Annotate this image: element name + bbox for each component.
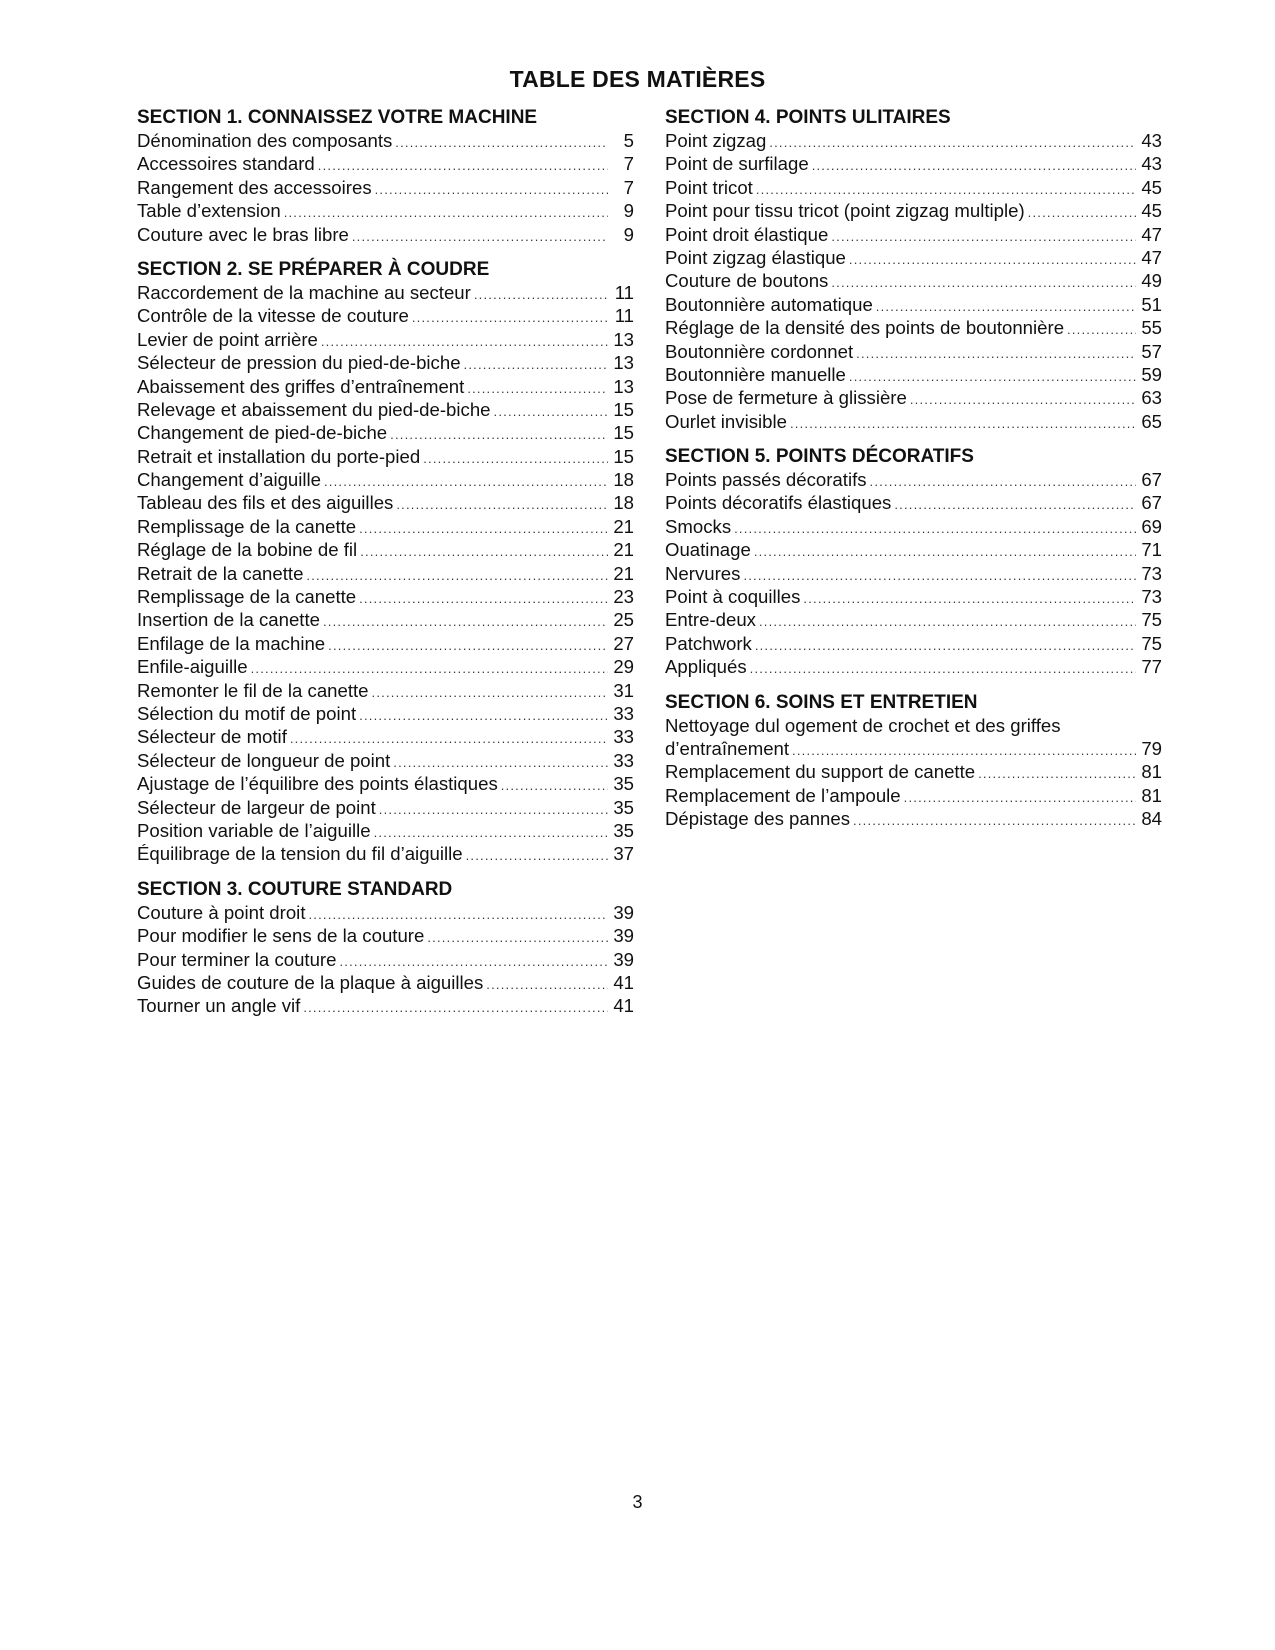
entry-page-number: 43: [1141, 153, 1162, 175]
entry-title: Point zigzag: [665, 130, 767, 151]
toc-entry: [137, 304, 634, 327]
entry-title: Ourlet invisible: [665, 410, 787, 432]
entry-title: Tourner un angle vif: [137, 995, 301, 1017]
toc-entry: [137, 702, 634, 725]
entry-title: Guides de couture de la plaque à aiguilles: [137, 971, 484, 993]
entry-title: Remplacement du support de canette: [665, 761, 976, 783]
entry-title: Point de surfilage: [665, 153, 809, 175]
entry-title: Point droit élastique: [665, 223, 829, 245]
entry-page-number: 49: [1141, 270, 1162, 292]
entry-page-number: 84: [1141, 808, 1162, 830]
toc-entry: [137, 515, 634, 538]
dot-leader: [870, 470, 1136, 493]
dot-leader: [743, 564, 1136, 587]
dot-leader: [359, 587, 608, 610]
dot-leader: [501, 774, 608, 797]
toc-section: [665, 106, 1162, 433]
entry-line-continued: [665, 737, 1162, 760]
toc-entry: [665, 199, 1162, 222]
toc-entry: [137, 421, 634, 444]
toc-entry: [137, 994, 634, 1017]
entry-title: Pour terminer la couture: [137, 948, 337, 970]
entry-title: Point zigzag élastique: [665, 246, 846, 268]
entry-title: Contrôle de la vitesse de couture: [137, 305, 409, 327]
dot-leader: [856, 342, 1136, 365]
entry-title: Relevage et abaissement du pied-de-biche: [137, 398, 491, 420]
toc-entry: [137, 796, 634, 819]
entry-title: Remplacement de l’ampoule: [665, 784, 901, 806]
entry-page-number: 13: [613, 375, 634, 397]
entry-title: Boutonnière automatique: [665, 293, 873, 315]
dot-leader: [486, 973, 608, 996]
entry-page-number: 57: [1141, 340, 1162, 362]
entry-page-number: 7: [623, 176, 634, 198]
entry-page-number: 33: [613, 749, 634, 771]
dot-leader: [474, 283, 608, 306]
toc-entry: [665, 293, 1162, 316]
page-title: TABLE DES MATIÈRES: [509, 66, 766, 92]
entry-page-number: 13: [613, 328, 634, 350]
dot-leader: [849, 248, 1136, 271]
toc-list: [137, 901, 634, 1018]
entry-page-number: 69: [1141, 515, 1162, 537]
dot-leader: [769, 131, 1136, 154]
entry-page-number: 47: [1141, 223, 1162, 245]
toc-entry: [665, 784, 1162, 807]
entry-title: Boutonnière manuelle: [665, 363, 846, 385]
entry-title: Point à coquilles: [665, 586, 801, 608]
section-heading: SECTION 4. POINTS ULITAIRES: [665, 107, 951, 128]
toc-entry: [665, 608, 1162, 631]
section-heading: SECTION 1. CONNAISSEZ VOTRE MACHINE: [137, 107, 538, 128]
toc-entry: [665, 129, 1162, 152]
entry-title: Nervures: [665, 562, 741, 584]
entry-title: Dénomination des composants: [137, 130, 393, 151]
dot-leader: [360, 540, 608, 563]
toc-entry: [137, 971, 634, 994]
dot-leader: [290, 727, 608, 750]
entry-page-number: 15: [613, 445, 634, 467]
toc-entry: [137, 948, 634, 971]
entry-title: Enfile-aiguille: [137, 656, 248, 678]
toc-entry: [665, 515, 1162, 538]
dot-leader: [379, 798, 608, 821]
toc-entry: [137, 445, 634, 468]
toc-entry: [665, 363, 1162, 386]
dot-leader: [1067, 318, 1136, 341]
entry-page-number: 75: [1141, 632, 1162, 654]
dot-leader: [894, 493, 1136, 516]
dot-leader: [1028, 201, 1136, 224]
entry-title: Appliqués: [665, 656, 747, 678]
entry-title: Patchwork: [665, 632, 752, 654]
entry-title: Couture à point droit: [137, 901, 306, 923]
entry-page-number: 39: [613, 925, 634, 947]
entry-page-number: 33: [613, 702, 634, 724]
toc-entry: [137, 468, 634, 491]
entry-title: Table d’extension: [137, 200, 281, 222]
toc-entry: [137, 749, 634, 772]
entry-title: Points décoratifs élastiques: [665, 492, 892, 514]
entry-title: Sélecteur de largeur de point: [137, 796, 376, 818]
entry-title: Sélecteur de motif: [137, 726, 287, 748]
toc-entry: [665, 246, 1162, 269]
entry-title: Levier de point arrière: [137, 328, 318, 350]
dot-leader: [831, 225, 1136, 248]
dot-leader: [390, 423, 608, 446]
entry-page-number: 81: [1141, 784, 1162, 806]
entry-title: Nettoyage dul ogement de crochet et des griffes: [665, 714, 1061, 736]
dot-leader: [308, 903, 608, 926]
dot-leader: [910, 388, 1136, 411]
toc-entry: [137, 901, 634, 924]
section-heading: SECTION 5. POINTS DÉCORATIFS: [665, 446, 974, 468]
entry-page-number: 41: [613, 995, 634, 1017]
toc-entry: [665, 316, 1162, 339]
dot-leader: [792, 739, 1136, 762]
dot-leader: [756, 178, 1136, 201]
entry-title: Pour modifier le sens de la couture: [137, 925, 425, 947]
toc-list: [665, 129, 1162, 433]
section-heading: SECTION 6. SOINS ET ENTRETIEN: [665, 691, 978, 713]
dot-leader: [352, 225, 608, 248]
entry-title: Remplissage de la canette: [137, 515, 357, 537]
dot-leader: [423, 447, 608, 470]
toc-entry: [137, 152, 634, 175]
toc-entry: [665, 538, 1162, 561]
entry-title: Ouatinage: [665, 539, 751, 561]
toc-entry: [665, 760, 1162, 783]
toc-entry: [137, 608, 634, 631]
dot-leader: [464, 353, 608, 376]
entry-page-number: 39: [613, 901, 634, 923]
entry-page-number: 37: [613, 843, 634, 865]
entry-page-number: 27: [613, 632, 634, 654]
entry-title: Tableau des fils et des aiguilles: [137, 492, 394, 514]
entry-page-number: 41: [613, 971, 634, 993]
dot-leader: [303, 996, 608, 1019]
toc-list: [137, 281, 634, 866]
dot-leader: [466, 844, 608, 867]
toc-entry: [665, 655, 1162, 678]
entry-page-number: 18: [613, 469, 634, 491]
entry-page-number: 15: [613, 398, 634, 420]
entry-page-number: 23: [613, 586, 634, 608]
entry-title: Retrait de la canette: [137, 562, 304, 584]
toc-entry: [137, 375, 634, 398]
toc-entry: [137, 655, 634, 678]
toc-column-left: [137, 106, 634, 1030]
dot-leader: [876, 295, 1136, 318]
entry-title: Ajustage de l’équilibre des points élastiques: [137, 773, 498, 795]
entry-page-number: 33: [613, 726, 634, 748]
dot-leader: [375, 178, 608, 201]
dot-leader: [427, 926, 608, 949]
toc-entry: [137, 328, 634, 351]
toc-entry: [665, 152, 1162, 175]
toc-entry: [137, 679, 634, 702]
entry-page-number: 35: [613, 796, 634, 818]
toc-column-right: [665, 106, 1162, 843]
entry-page-number: 15: [613, 422, 634, 444]
dot-leader: [339, 950, 608, 973]
toc-entry: [665, 807, 1162, 830]
entry-page-number: 9: [623, 200, 634, 222]
toc-section: [665, 445, 1162, 679]
entry-page-number: 31: [613, 679, 634, 701]
dot-leader: [372, 681, 608, 704]
entry-page-number: 35: [613, 819, 634, 841]
entry-title-continued: d’entraînement: [665, 737, 790, 759]
entry-page-number: 5: [623, 130, 634, 151]
toc-entry: [665, 562, 1162, 585]
toc-entry: [137, 281, 634, 304]
entry-title: Sélecteur de longueur de point: [137, 749, 391, 771]
dot-leader: [374, 821, 608, 844]
toc-list: [665, 714, 1162, 831]
dot-leader: [395, 131, 608, 154]
entry-page-number: 71: [1141, 539, 1162, 561]
toc-entry: [137, 199, 634, 222]
entry-title: Couture avec le bras libre: [137, 223, 349, 245]
toc-entry: [137, 632, 634, 655]
entry-page-number: 73: [1141, 562, 1162, 584]
entry-title: Équilibrage de la tension du fil d’aiguille: [137, 843, 463, 865]
toc-entry: [137, 351, 634, 374]
dot-leader: [494, 400, 608, 423]
entry-page-number: 45: [1141, 176, 1162, 198]
toc-section: [137, 878, 634, 1018]
entry-title: Changement d’aiguille: [137, 469, 321, 491]
dot-leader: [831, 271, 1136, 294]
dot-leader: [321, 330, 608, 353]
toc-entry: [665, 176, 1162, 199]
entry-page-number: 18: [613, 492, 634, 514]
entry-page-number: 73: [1141, 586, 1162, 608]
dot-leader: [759, 610, 1136, 633]
dot-leader: [853, 809, 1136, 832]
dot-leader: [755, 634, 1136, 657]
dot-leader: [328, 634, 608, 657]
entry-title: Sélecteur de pression du pied-de-biche: [137, 352, 461, 374]
entry-title: Raccordement de la machine au secteur: [137, 281, 471, 303]
dot-leader: [412, 306, 608, 329]
toc-section: [137, 106, 634, 246]
dot-leader: [750, 657, 1136, 680]
dot-leader: [359, 517, 608, 540]
dot-leader: [734, 517, 1136, 540]
dot-leader: [324, 470, 608, 493]
entry-title: Pose de fermeture à glissière: [665, 387, 907, 409]
dot-leader: [467, 377, 608, 400]
entry-page-number: 77: [1141, 656, 1162, 678]
toc-entry: [137, 223, 634, 246]
entry-page-number: 55: [1141, 317, 1162, 339]
toc-entry: [137, 772, 634, 795]
toc-entry: [137, 398, 634, 421]
entry-page-number: 45: [1141, 200, 1162, 222]
entry-page-number: 25: [613, 609, 634, 631]
toc-entry: [665, 468, 1162, 491]
entry-title: Enfilage de la machine: [137, 632, 326, 654]
toc-section: [665, 691, 1162, 831]
entry-page-number: 67: [1141, 469, 1162, 491]
entry-page-number: 39: [613, 948, 634, 970]
entry-page-number: 67: [1141, 492, 1162, 514]
entry-page-number: 65: [1141, 410, 1162, 432]
section-heading: SECTION 3. COUTURE STANDARD: [137, 878, 453, 900]
entry-page-number: 81: [1141, 761, 1162, 783]
entry-page-number: 7: [623, 153, 634, 175]
toc-entry: [137, 725, 634, 748]
toc-entry: [665, 269, 1162, 292]
toc-entry: [137, 842, 634, 865]
entry-title: Dépistage des pannes: [665, 808, 851, 830]
toc-entry: [665, 585, 1162, 608]
dot-leader: [396, 493, 608, 516]
toc-entry: [137, 562, 634, 585]
entry-page-number: 43: [1141, 130, 1162, 151]
section-heading: SECTION 2. SE PRÉPARER À COUDRE: [137, 258, 490, 280]
toc-entry: [137, 819, 634, 842]
toc-entry: [665, 386, 1162, 409]
dot-leader: [359, 704, 608, 727]
entry-title: Smocks: [665, 515, 732, 537]
entry-page-number: 21: [613, 562, 634, 584]
toc-entry: [665, 714, 1162, 761]
entry-page-number: 13: [613, 352, 634, 374]
dot-leader: [812, 154, 1136, 177]
entry-title: Points passés décoratifs: [665, 469, 867, 491]
dot-leader: [904, 786, 1136, 809]
toc-list: [137, 129, 634, 246]
toc-entry: [137, 176, 634, 199]
entry-page-number: 75: [1141, 609, 1162, 631]
entry-page-number: 63: [1141, 387, 1162, 409]
entry-page-number: 21: [613, 515, 634, 537]
dot-leader: [754, 540, 1136, 563]
toc-entry: [137, 129, 634, 152]
entry-title: Point tricot: [665, 176, 753, 198]
toc-entry: [665, 340, 1162, 363]
toc-entry: [665, 223, 1162, 246]
toc-entry: [665, 632, 1162, 655]
entry-title: Changement de pied-de-biche: [137, 422, 388, 444]
entry-title: Boutonnière cordonnet: [665, 340, 854, 362]
dot-leader: [790, 412, 1136, 435]
toc-entry: [137, 491, 634, 514]
toc-entry: [137, 585, 634, 608]
entry-title: Point pour tissu tricot (point zigzag multiple): [665, 200, 1025, 222]
entry-title: Remonter le fil de la canette: [137, 679, 369, 701]
dot-leader: [306, 564, 608, 587]
toc-section: [137, 258, 634, 866]
dot-leader: [803, 587, 1136, 610]
toc-entry: [137, 924, 634, 947]
entry-title: Rangement des accessoires: [137, 176, 372, 198]
entry-title: Abaissement des griffes d’entraînement: [137, 375, 465, 397]
entry-page-number: 29: [613, 656, 634, 678]
dot-leader: [393, 751, 608, 774]
entry-page-number: 11: [614, 281, 634, 303]
entry-page-number: 9: [623, 223, 634, 245]
page-number: 3: [632, 1492, 643, 1512]
entry-title: Sélection du motif de point: [137, 702, 357, 724]
entry-title: Entre-deux: [665, 609, 756, 631]
dot-leader: [978, 762, 1136, 785]
entry-page-number: 59: [1141, 363, 1162, 385]
entry-page-number: 79: [1141, 737, 1162, 759]
entry-title: Accessoires standard: [137, 153, 315, 175]
dot-leader: [251, 657, 608, 680]
entry-page-number: 35: [613, 773, 634, 795]
entry-title: Retrait et installation du porte-pied: [137, 445, 421, 467]
entry-title: Position variable de l’aiguille: [137, 819, 371, 841]
entry-page-number: 21: [613, 539, 634, 561]
entry-page-number: 11: [614, 305, 634, 327]
entry-page-number: 47: [1141, 246, 1162, 268]
dot-leader: [323, 610, 608, 633]
dot-leader: [284, 201, 608, 224]
entry-title: Remplissage de la canette: [137, 586, 357, 608]
toc-list: [665, 468, 1162, 679]
toc-entry: [137, 538, 634, 561]
dot-leader: [849, 365, 1136, 388]
toc-entry: [665, 410, 1162, 433]
entry-page-number: 51: [1141, 293, 1162, 315]
entry-title: Couture de boutons: [665, 270, 829, 292]
entry-title: Réglage de la bobine de fil: [137, 539, 358, 561]
entry-title: Insertion de la canette: [137, 609, 320, 631]
dot-leader: [318, 154, 608, 177]
entry-title: Réglage de la densité des points de boutonnière: [665, 317, 1065, 339]
toc-entry: [665, 491, 1162, 514]
